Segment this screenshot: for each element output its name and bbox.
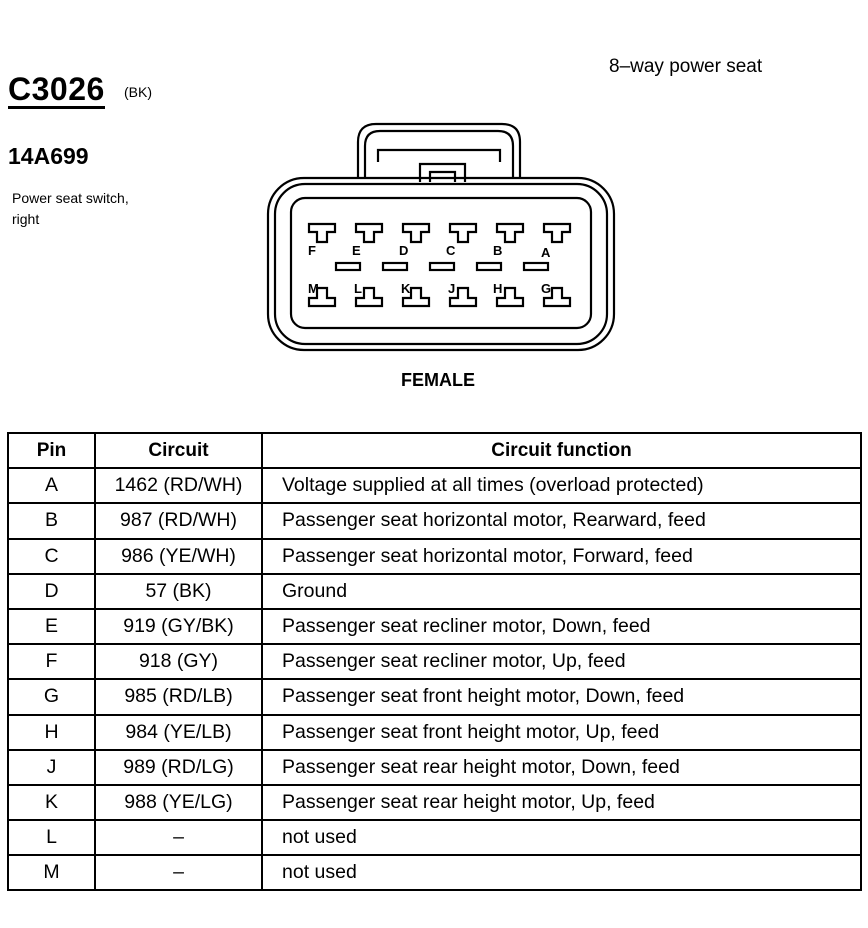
- function-cell: Passenger seat rear height motor, Down, feed: [262, 750, 861, 785]
- pin-cell: H: [8, 715, 95, 750]
- terminal-top-F: [309, 224, 335, 242]
- function-cell: Passenger seat horizontal motor, Forward, feed: [262, 539, 861, 574]
- pin-cell: A: [8, 468, 95, 503]
- latch-tab: [420, 164, 465, 182]
- table-row: [8, 679, 861, 714]
- table-row: [8, 750, 861, 785]
- pin-letter-J: J: [448, 281, 456, 296]
- pin-letter-F: F: [308, 243, 316, 258]
- connector-face-drawing: [262, 120, 622, 365]
- function-cell: Passenger seat recliner motor, Down, feed: [262, 609, 861, 644]
- pin-cell: C: [8, 539, 95, 574]
- pin-letter-H: H: [493, 281, 503, 296]
- circuit-cell: 987 (RD/WH): [95, 503, 262, 538]
- circuit-cell: 988 (YE/LG): [95, 785, 262, 820]
- terminal-top-A: [544, 224, 570, 242]
- color-code: (BK): [124, 84, 152, 100]
- connector-slot: [477, 263, 501, 270]
- pin-table: [7, 432, 862, 891]
- pin-letter-D: D: [399, 243, 409, 258]
- pin-cell: G: [8, 679, 95, 714]
- header-pin: Pin: [8, 433, 95, 468]
- function-cell: not used: [262, 855, 861, 890]
- circuit-cell: 918 (GY): [95, 644, 262, 679]
- table-row: [8, 503, 861, 538]
- connector-slot: [430, 263, 454, 270]
- connector-slot: [524, 263, 548, 270]
- pin-cell: J: [8, 750, 95, 785]
- pin-letter-M: M: [308, 281, 319, 296]
- circuit-cell: –: [95, 820, 262, 855]
- description-line-1: Power seat switch,: [12, 190, 129, 206]
- table-row: [8, 785, 861, 820]
- part-number: 14A699: [8, 143, 89, 169]
- pin-letter-L: L: [354, 281, 362, 296]
- table-row: [8, 539, 861, 574]
- table-row: [8, 855, 861, 890]
- table-row: [8, 468, 861, 503]
- table-row: [8, 574, 861, 609]
- function-cell: Voltage supplied at all times (overload protected): [262, 468, 861, 503]
- table-row: [8, 609, 861, 644]
- connector-slot: [383, 263, 407, 270]
- terminal-top-D: [403, 224, 429, 242]
- description-line-2: right: [12, 211, 40, 227]
- function-cell: not used: [262, 820, 861, 855]
- pin-cell: M: [8, 855, 95, 890]
- pin-letter-G: G: [541, 281, 552, 296]
- connector-gender-label: FEMALE: [401, 370, 475, 390]
- terminal-top-B: [497, 224, 523, 242]
- circuit-cell: 1462 (RD/WH): [95, 468, 262, 503]
- pin-letter-B: B: [493, 243, 503, 258]
- pin-letter-K: K: [401, 281, 411, 296]
- pin-cell: K: [8, 785, 95, 820]
- circuit-cell: 985 (RD/LB): [95, 679, 262, 714]
- function-cell: Passenger seat recliner motor, Up, feed: [262, 644, 861, 679]
- header-circuit: Circuit: [95, 433, 262, 468]
- circuit-cell: –: [95, 855, 262, 890]
- function-cell: Passenger seat front height motor, Down, feed: [262, 679, 861, 714]
- circuit-cell: 919 (GY/BK): [95, 609, 262, 644]
- terminal-top-C: [450, 224, 476, 242]
- table-row: [8, 644, 861, 679]
- seat-type-label: 8–way power seat: [609, 56, 763, 77]
- pin-letter-A: A: [541, 245, 551, 260]
- connector-id: C3026: [8, 71, 105, 107]
- table-row: [8, 715, 861, 750]
- circuit-cell: 989 (RD/LG): [95, 750, 262, 785]
- circuit-cell: 984 (YE/LB): [95, 715, 262, 750]
- pin-letter-C: C: [446, 243, 456, 258]
- function-cell: Ground: [262, 574, 861, 609]
- circuit-cell: 986 (YE/WH): [95, 539, 262, 574]
- function-cell: Passenger seat rear height motor, Up, feed: [262, 785, 861, 820]
- pin-letter-E: E: [352, 243, 361, 258]
- function-cell: Passenger seat front height motor, Up, feed: [262, 715, 861, 750]
- circuit-cell: 57 (BK): [95, 574, 262, 609]
- function-cell: Passenger seat horizontal motor, Rearward, feed: [262, 503, 861, 538]
- terminal-top-E: [356, 224, 382, 242]
- pin-cell: L: [8, 820, 95, 855]
- pin-cell: B: [8, 503, 95, 538]
- connector-slot: [336, 263, 360, 270]
- table-header-row: [8, 433, 861, 468]
- header-circuit-function: Circuit function: [262, 433, 861, 468]
- pin-cell: E: [8, 609, 95, 644]
- table-row: [8, 820, 861, 855]
- pin-cell: F: [8, 644, 95, 679]
- pin-cell: D: [8, 574, 95, 609]
